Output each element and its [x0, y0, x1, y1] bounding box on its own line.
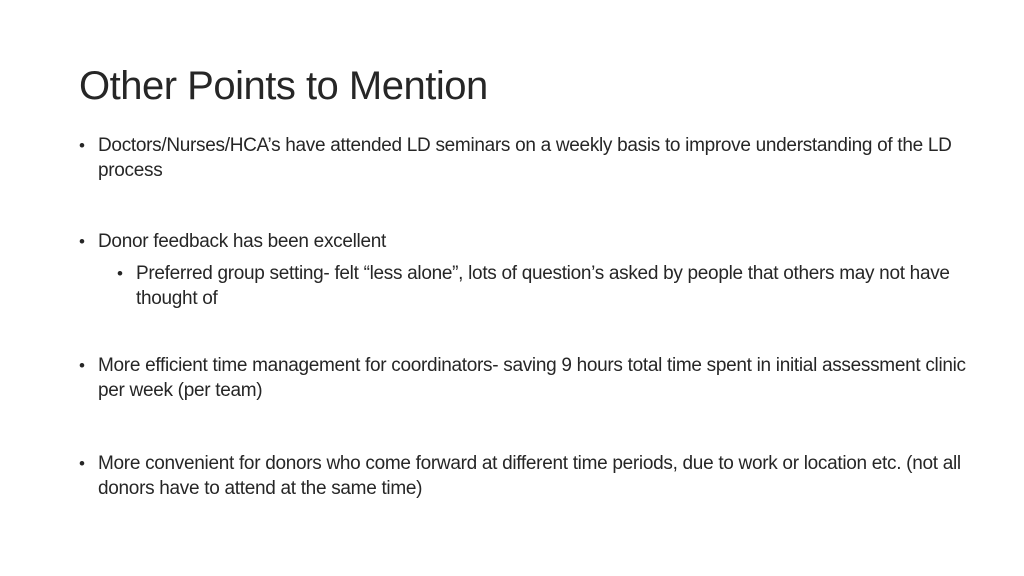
bullet-text: More convenient for donors who come forward at different time periods, due to work or location etc. (not all donors have to attend at the same time) [98, 453, 961, 499]
bullet-text: Doctors/Nurses/HCA’s have attended LD seminars on a weekly basis to improve understanding of the LD process [98, 135, 952, 181]
bullet-marker: • [79, 454, 85, 473]
bullet-text: Donor feedback has been excellent [98, 231, 386, 252]
bullet-item [79, 451, 979, 501]
bullet-marker: • [79, 232, 85, 251]
slide-title: Other Points to Mention [79, 64, 488, 108]
bullet-marker: • [79, 356, 85, 375]
bullet-text: Preferred group setting- felt “less alone”, lots of question’s asked by people that others may not have thought of [136, 263, 950, 309]
bullet-marker: • [117, 264, 123, 283]
sub-bullet-item [117, 261, 977, 311]
bullet-item [79, 229, 979, 254]
bullet-marker: • [79, 136, 85, 155]
bullet-item [79, 133, 979, 183]
bullet-text: More efficient time management for coordinators- saving 9 hours total time spent in initial assessment clinic per week (per team) [98, 355, 966, 401]
bullet-item [79, 353, 979, 403]
